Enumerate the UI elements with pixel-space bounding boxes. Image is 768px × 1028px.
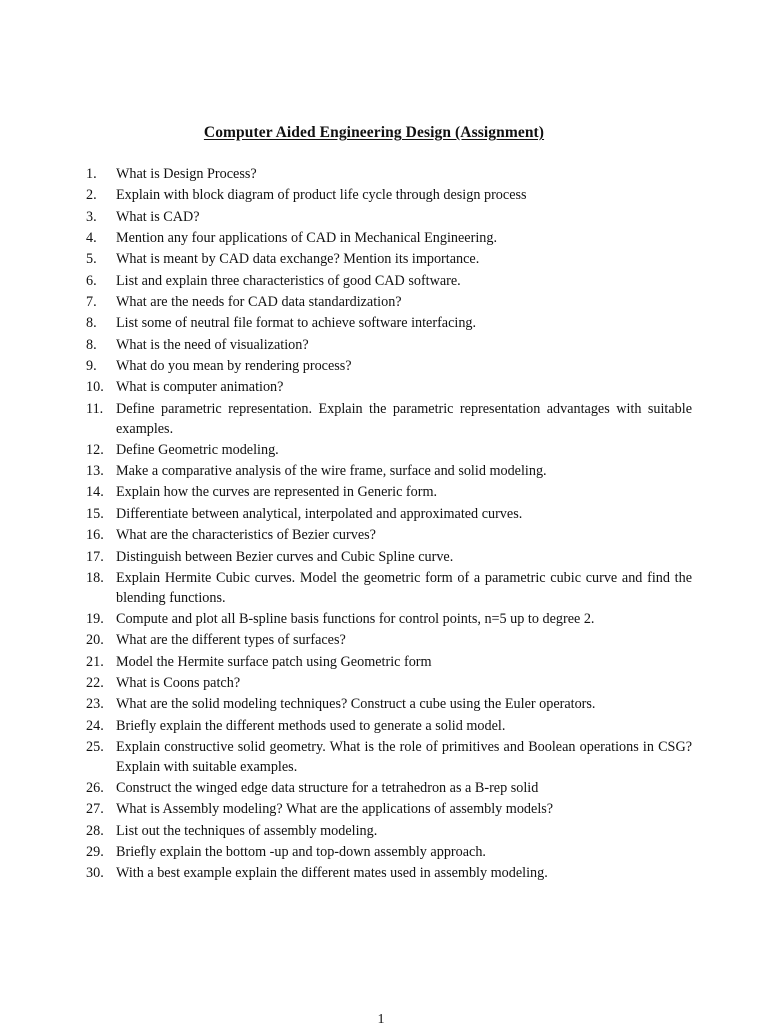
- question-text: List some of neutral file format to achieve software interfacing.: [116, 315, 477, 332]
- question-number: 27.: [86, 801, 104, 818]
- question-item: [86, 313, 692, 334]
- question-text: Briefly explain the bottom -up and top-down assembly approach.: [116, 843, 486, 860]
- question-item: [86, 547, 692, 568]
- question-number: 20.: [86, 632, 104, 649]
- question-number: 9.: [86, 358, 97, 375]
- question-item: [86, 461, 692, 482]
- question-item: [86, 842, 692, 863]
- question-number: 13.: [86, 463, 104, 480]
- question-item: [86, 335, 692, 356]
- question-number: 25.: [86, 738, 104, 755]
- question-text: Compute and plot all B-spline basis functions for control points, n=5 up to degree 2.: [116, 610, 595, 627]
- question-text: List and explain three characteristics of good CAD software.: [116, 272, 461, 289]
- question-item: [86, 207, 692, 228]
- question-text: Briefly explain the different methods used to generate a solid model.: [116, 717, 506, 734]
- question-text: Explain how the curves are represented in Generic form.: [116, 484, 438, 501]
- question-item: [86, 399, 692, 440]
- question-item: [86, 164, 692, 185]
- question-text: What is computer animation?: [116, 379, 284, 396]
- question-number: 21.: [86, 653, 104, 670]
- question-number: 26.: [86, 779, 104, 796]
- question-item: [86, 716, 692, 737]
- question-number: 30.: [86, 865, 104, 882]
- question-number: 23.: [86, 696, 104, 713]
- question-number: 6.: [86, 272, 97, 289]
- question-text: What is Coons patch?: [116, 674, 241, 691]
- question-text: Model the Hermite surface patch using Geometric form: [116, 653, 432, 670]
- question-text: What are the needs for CAD data standardization?: [116, 294, 402, 311]
- question-number: 2.: [86, 187, 97, 204]
- question-text: List out the techniques of assembly modeling.: [116, 822, 378, 839]
- question-item: [86, 525, 692, 546]
- question-text: What is Assembly modeling? What are the applications of assembly models?: [116, 801, 554, 818]
- question-number: 16.: [86, 527, 104, 544]
- question-item: [86, 863, 692, 884]
- question-item: [86, 292, 692, 313]
- question-item: [86, 630, 692, 651]
- question-item: [86, 440, 692, 461]
- question-number: 28.: [86, 822, 104, 839]
- question-number: 5.: [86, 251, 97, 268]
- question-text: Construct the winged edge data structure for a tetrahedron as a B-rep solid: [116, 779, 539, 796]
- question-number: 14.: [86, 484, 104, 501]
- question-item: [86, 271, 692, 292]
- question-number: 3.: [86, 208, 97, 225]
- question-text: Mention any four applications of CAD in Mechanical Engineering.: [116, 230, 497, 247]
- question-item: [86, 821, 692, 842]
- question-number: 12.: [86, 441, 104, 458]
- question-text: With a best example explain the different mates used in assembly modeling.: [116, 865, 548, 882]
- question-text: Distinguish between Bezier curves and Cubic Spline curve.: [116, 548, 454, 565]
- question-number: 17.: [86, 548, 104, 565]
- question-text: What are the solid modeling techniques? Construct a cube using the Euler operators.: [116, 696, 596, 713]
- question-item: [86, 377, 692, 398]
- question-text: Explain constructive solid geometry. What is the role of primitives and Boolean operations in CSG? Explain with suitable examples.: [116, 738, 692, 776]
- question-number: 15.: [86, 505, 104, 522]
- question-number: 8.: [86, 315, 97, 332]
- question-text: What is the need of visualization?: [116, 336, 309, 353]
- question-item: [86, 778, 692, 799]
- question-number: 1.: [86, 166, 97, 182]
- question-text: What is meant by CAD data exchange? Mention its importance.: [116, 251, 480, 268]
- question-number: 29.: [86, 843, 104, 860]
- document-title: Computer Aided Engineering Design (Assignment): [203, 124, 545, 141]
- question-item: [86, 482, 692, 503]
- question-number: 22.: [86, 674, 104, 691]
- question-item: [86, 652, 692, 673]
- question-text: Explain Hermite Cubic curves. Model the geometric form of a parametric cubic curve and find the blending functions.: [116, 569, 692, 607]
- question-list: [86, 164, 692, 885]
- question-item: [86, 185, 692, 206]
- page-number: 1: [377, 1012, 385, 1027]
- question-number: 10.: [86, 379, 104, 396]
- question-item: [86, 568, 692, 609]
- question-text: Make a comparative analysis of the wire frame, surface and solid modeling.: [116, 463, 547, 480]
- question-item: [86, 609, 692, 630]
- question-text: Define parametric representation. Explain the parametric representation advantages with suitable examples.: [116, 400, 692, 438]
- question-text: What do you mean by rendering process?: [116, 358, 352, 375]
- question-text: What is Design Process?: [116, 166, 257, 182]
- question-item: [86, 799, 692, 820]
- question-text: What is CAD?: [116, 208, 200, 225]
- question-item: [86, 673, 692, 694]
- question-number: 18.: [86, 569, 104, 586]
- question-text: Differentiate between analytical, interpolated and approximated curves.: [116, 505, 523, 522]
- question-number: 19.: [86, 610, 104, 627]
- question-text: Explain with block diagram of product life cycle through design process: [116, 187, 527, 204]
- question-item: [86, 228, 692, 249]
- question-item: [86, 694, 692, 715]
- question-item: [86, 737, 692, 778]
- question-number: 24.: [86, 717, 104, 734]
- question-number: 11.: [86, 400, 104, 417]
- question-text: Define Geometric modeling.: [116, 441, 279, 458]
- question-number: 4.: [86, 230, 97, 247]
- question-text: What are the characteristics of Bezier curves?: [116, 527, 376, 544]
- question-item: [86, 504, 692, 525]
- question-text: What are the different types of surfaces?: [116, 632, 346, 649]
- question-number: 7.: [86, 294, 97, 311]
- question-item: [86, 249, 692, 270]
- question-number: 8.: [86, 336, 97, 353]
- question-item: [86, 356, 692, 377]
